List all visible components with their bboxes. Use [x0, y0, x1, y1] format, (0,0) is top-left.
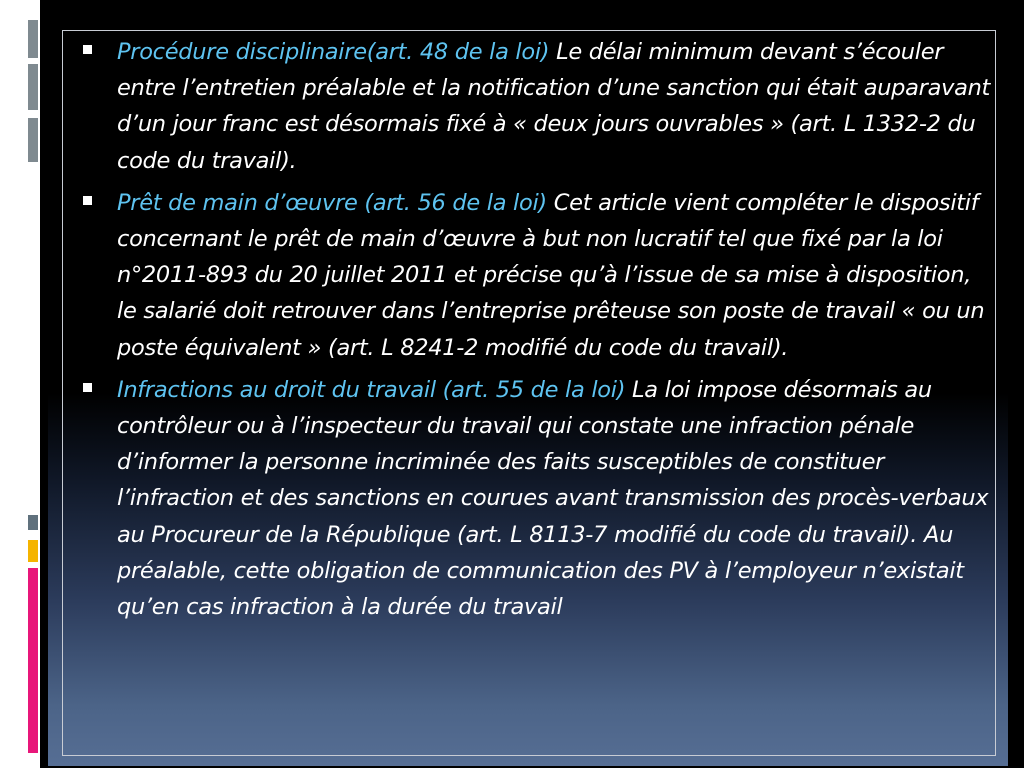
square-bullet-icon [83, 383, 92, 392]
square-bullet-icon [83, 196, 92, 205]
bullet-text: Cet article vient compléter le dispositif concernant le prêt de main d’œuvre à but non lucratif tel que fixé par la loi n°2011-893 du 20 juillet 2011 et précise qu’à l’issue de sa mise à disposition, le salarié doit retrouver dans l’entreprise prêteuse son poste de travail « ou un poste équivalent » (art. L 8241-2 modifié du code du travail). [117, 189, 985, 361]
square-bullet-icon [83, 45, 92, 54]
bullet-heading: Prêt de main d’œuvre (art. 56 de la loi) [117, 189, 547, 216]
bullet-item-disciplinary-procedure [80, 34, 992, 179]
decor-bar-gray-1 [28, 20, 38, 58]
decor-bar-gray-2 [28, 64, 38, 110]
bullet-text: Le délai minimum devant s’écouler entre l’entretien préalable et la notification d’une sanction qui était auparavant d’un jour franc est désormais fixé à « deux jours ouvrables » (art. L 1332-2 du code du travail). [117, 39, 991, 174]
decor-bar-pink [28, 568, 38, 753]
bullet-text: La loi impose désormais au contrôleur ou à l’inspecteur du travail qui constate une infraction pénale d’informer la personne incriminée des faits susceptibles de constituer l’infraction et des sanctions en courues avant transmission des procès-verbaux au Procureur de la République (art. L 8113-7 modifié du code du travail). Au préalable, cette obligation de communication des PV à l’employeur n’existait qu’en cas infraction à la durée du travail [117, 376, 989, 621]
left-decor-strip [0, 0, 40, 768]
bullet-item-labor-law-infractions [80, 372, 992, 625]
decor-bar-yellow [28, 540, 38, 562]
decor-bar-gray-3 [28, 118, 38, 162]
decor-bar-slate [28, 515, 38, 530]
bullet-heading: Procédure disciplinaire(art. 48 de la loi) [117, 39, 550, 65]
bullet-item-labor-loan [80, 185, 992, 366]
bullet-list [80, 34, 992, 631]
bullet-heading: Infractions au droit du travail (art. 55 de la loi) [117, 376, 626, 403]
